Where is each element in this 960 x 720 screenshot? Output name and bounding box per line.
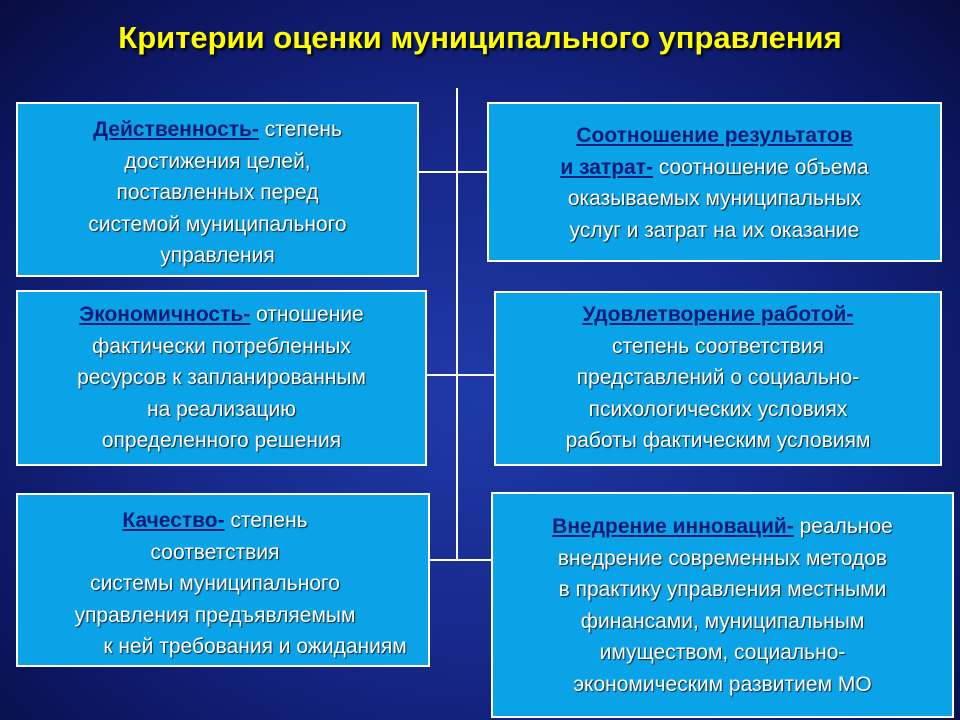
criterion-text-ratio: Соотношение результатов и затрат- соотношение объема оказываемых муниципальных услуг и затрат на их оказание [560,124,869,242]
criterion-term-economy: Экономичность- [79,303,251,326]
criterion-term-innovation: Внедрение инноваций- [552,515,794,538]
page-title: Критерии оценки муниципального управления [118,20,842,55]
criterion-term-satisfaction: Удовлетворение работой- [582,303,854,326]
criterion-text-innovation: Внедрение инноваций- реальное внедрение современных методов в практику управления местными финансами, муниципальным имуществом, социально- экономическим развитием МО [552,515,893,696]
criterion-term-effectiveness: Действенность- [93,118,259,141]
criterion-term-quality: Качество- [122,509,225,532]
criterion-box-ratio [487,102,942,262]
criterion-text-effectiveness: Действенность- степень достижения целей, поставленных перед системой муниципального управления [88,118,347,267]
criterion-box-economy [16,290,427,466]
criterion-box-innovation [491,492,954,718]
criterion-box-satisfaction [494,291,942,466]
criterion-text-quality: Качество- степень соответствия системы муниципального управления предъявляемым к ней требования и ожиданиям [74,509,407,658]
criterion-box-quality [16,493,430,667]
criterion-text-satisfaction: Удовлетворение работой- степень соответствия представлений о социально- психологических условиях работы фактическим условиям [565,303,871,452]
criterion-box-effectiveness [16,102,419,277]
criterion-term-ratio: Соотношение результатов [576,124,853,147]
criterion-text-economy: Экономичность- отношение фактически потребленных ресурсов к запланированным на реализацию определенного решения [77,303,366,452]
